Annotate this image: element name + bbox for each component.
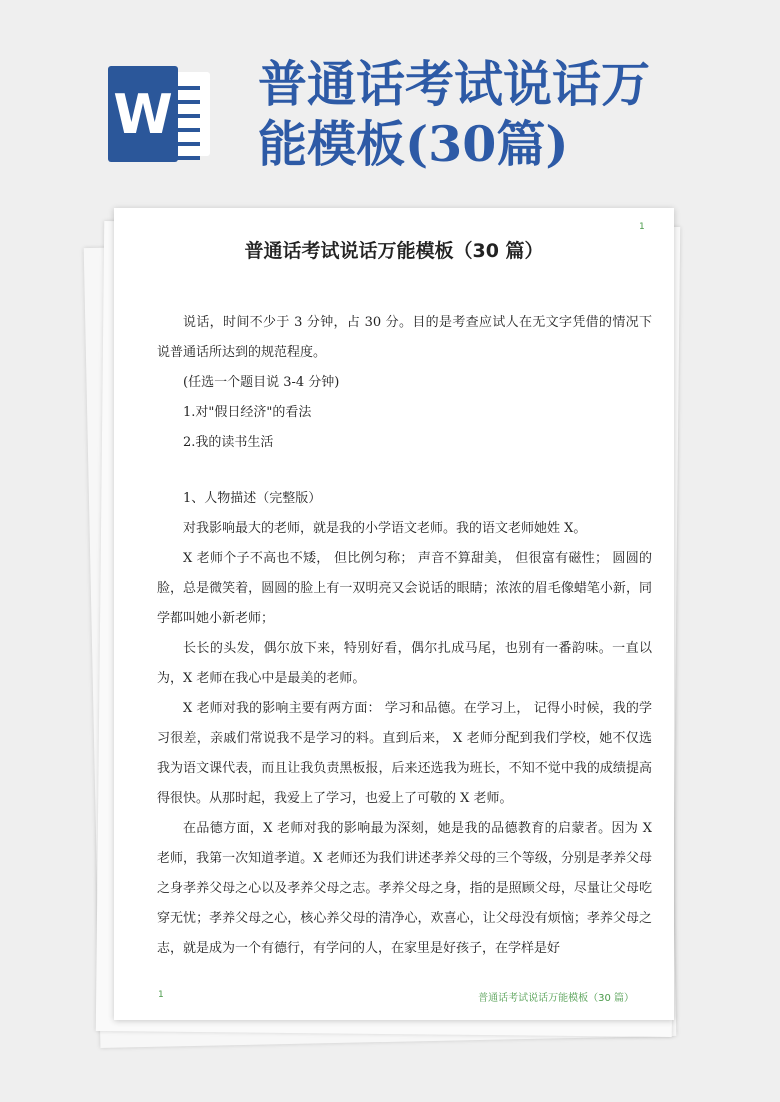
paragraph: 在品德方面，X 老师对我的影响最为深刻，她是我的品德教育的启蒙者。因为 X 老师，我第一次知道孝道。X 老师还为我们讲述孝养父母的三个等级，分别是孝养父母之身孝养父母之心以及孝养父母之志。孝养父母之身，指的是照顾父母，尽量让父母吃穿无忧；孝养父母之心，核心养父母的清净心，欢喜心，让父母没有烦恼；孝养父母之志，就是成为一个有德行，有学问的人，在家里是好孩子，在学样是好 (157, 821, 652, 956)
paragraph: X 老师个子不高也不矮， 但比例匀称； 声音不算甜美， 但很富有磁性； 圆圆的脸，总是微笑着，圆圆的脸上有一双明亮又会说话的眼睛；浓浓的眉毛像蜡笔小新，同学都叫她小新老师； (157, 551, 652, 626)
paragraph-intro: 说话，时间不少于 3 分钟，占 30 分。目的是考查应试人在无文字凭借的情况下说普通话所达到的规范程度。 (157, 315, 652, 360)
page-number-top: 1 (639, 222, 645, 232)
header-banner (0, 0, 780, 190)
document-title: 普通话考试说话万能模板（30 篇） (244, 240, 544, 262)
page-footer-title: 普通话考试说话万能模板（30 篇） (478, 993, 634, 1004)
topic-item-2: 2.我的读书生活 (183, 435, 274, 450)
page-footer-number: 1 (158, 990, 164, 1000)
document-page (114, 208, 674, 1020)
paragraph: 长长的头发，偶尔放下来，特别好看，偶尔扎成马尾，也别有一番韵味。一直以为，X 老师在我心中是最美的老师。 (157, 641, 652, 686)
page-title: 普通话考试说话万能模板(30篇) (258, 55, 651, 173)
paragraph: 对我影响最大的老师，就是我的小学语文老师。我的语文老师她姓 X。 (183, 521, 587, 536)
word-logo-badge: W (108, 66, 178, 162)
document-body (157, 308, 652, 964)
topic-item-1: 1.对"假日经济"的看法 (183, 405, 312, 420)
paragraph: X 老师对我的影响主要有两方面： 学习和品德。在学习上， 记得小时候，我的学习很差，亲戚们常说我不是学习的料。直到后来， X 老师分配到我们学校，她不仅选我为语文课代表，而且让我负责黑板报，后来还选我为班长，不知不觉中我的成绩提高得很快。从那时起，我爱上了学习，也爱上了可敬的 X 老师。 (157, 701, 652, 806)
paragraph-instruction: (任选一个题目说 3-4 分钟) (183, 375, 340, 390)
word-document-icon (108, 66, 210, 162)
section-heading: 1、人物描述（完整版） (183, 491, 322, 506)
